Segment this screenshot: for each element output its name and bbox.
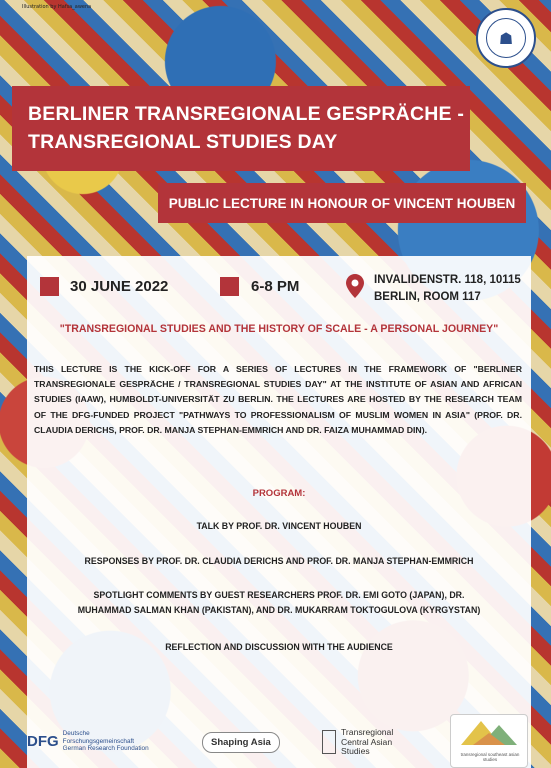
lecture-description: THIS LECTURE IS THE KICK-OFF FOR A SERIES OF LECTURES IN THE FRAMEWORK OF "BERLINER TRANSREGIONALE GESPRÄCHE / TRANSREGIONAL STUDIES DAY" AT THE INSTITUTE OF ASIAN AND AFRICAN STUDIES (IAAW), HUMBOLDT-UNIVERSITÄT ZU BERLIN. THE LECTURES ARE HOSTED BY THE RESEARCH TEAM OF THE DFG-FUNDED PROJECT "PATHWAYS TO PROFESSIONALISM OF MUSLIM WOMEN IN ASIA" (PROF. DR. CLAUDIA DERICHS, PROF. DR. MANJA STEPHAN-EMMRICH AND DR. FAIZA MUHAMMAD DIN).	[34, 364, 522, 435]
program-item-talk: TALK BY PROF. DR. VINCENT HOUBEN	[196, 521, 362, 531]
address-line-1: INVALIDENSTR. 118, 10115	[374, 274, 521, 286]
lecture-title: "TRANSREGIONAL STUDIES AND THE HISTORY OF SCALE - A PERSONAL JOURNEY"	[59, 323, 499, 335]
spotlight-line-1: SPOTLIGHT COMMENTS BY GUEST RESEARCHERS PROF. DR. EMI GOTO (JAPAN), DR.	[93, 590, 465, 600]
triangles-logo-icon	[451, 715, 527, 751]
time-marker	[220, 277, 239, 296]
transregional-central-asian-studies-logo	[322, 728, 393, 757]
event-time: 6-8 PM	[251, 278, 300, 295]
program-item-spotlight	[27, 588, 531, 618]
subtitle: PUBLIC LECTURE IN HONOUR OF VINCENT HOUBEN	[168, 195, 516, 211]
transregional-southeast-asian-studies-logo	[450, 714, 528, 768]
title-line-2: TRANSREGIONAL STUDIES DAY	[28, 131, 338, 153]
dfg-mark: DFG	[27, 732, 59, 750]
shaping-asia-text: Shaping Asia	[202, 732, 280, 753]
title-line-1: BERLINER TRANSREGIONALE GESPRÄCHE -	[28, 103, 465, 125]
illustration-credit: Illustration by Hafsa_awena	[22, 4, 92, 10]
sponsor-logos	[27, 714, 531, 768]
shaping-asia-logo	[202, 732, 280, 753]
tca-text	[341, 728, 393, 757]
address-line-2: BERLIN, ROOM 117	[374, 291, 481, 303]
tca-line-3: Studies	[341, 746, 370, 756]
dfg-line-2: Forschungsgemeinschaft	[62, 737, 135, 745]
tca-mark-icon	[322, 730, 336, 754]
program-item-responses: RESPONSES BY PROF. DR. CLAUDIA DERICHS AND PROF. DR. MANJA STEPHAN-EMMRICH	[84, 556, 474, 566]
program-heading: PROGRAM:	[252, 488, 306, 499]
university-seal-icon: ☗	[486, 18, 526, 58]
event-address	[374, 272, 521, 306]
program-item-discussion: REFLECTION AND DISCUSSION WITH THE AUDIENCE	[165, 642, 393, 652]
dfg-text	[63, 730, 149, 753]
dfg-logo	[27, 730, 149, 753]
tca-line-1: Transregional	[341, 727, 394, 737]
tsa-text: transregional southeast asian studies	[460, 752, 520, 762]
date-marker	[40, 277, 59, 296]
tca-line-2: Central Asian	[341, 736, 393, 747]
humboldt-university-logo	[476, 8, 536, 68]
dfg-line-1: Deutsche	[62, 730, 90, 737]
subtitle-banner	[158, 183, 526, 223]
spotlight-line-2: MUHAMMAD SALMAN KHAN (PAKISTAN), AND DR. MUKARRAM TOKTOGULOVA (KYRGYSTAN)	[77, 605, 481, 615]
event-date: 30 JUNE 2022	[70, 278, 169, 295]
dfg-line-3: German Research Foundation	[62, 745, 149, 752]
location-pin-icon	[346, 274, 364, 298]
title-banner	[12, 86, 470, 171]
